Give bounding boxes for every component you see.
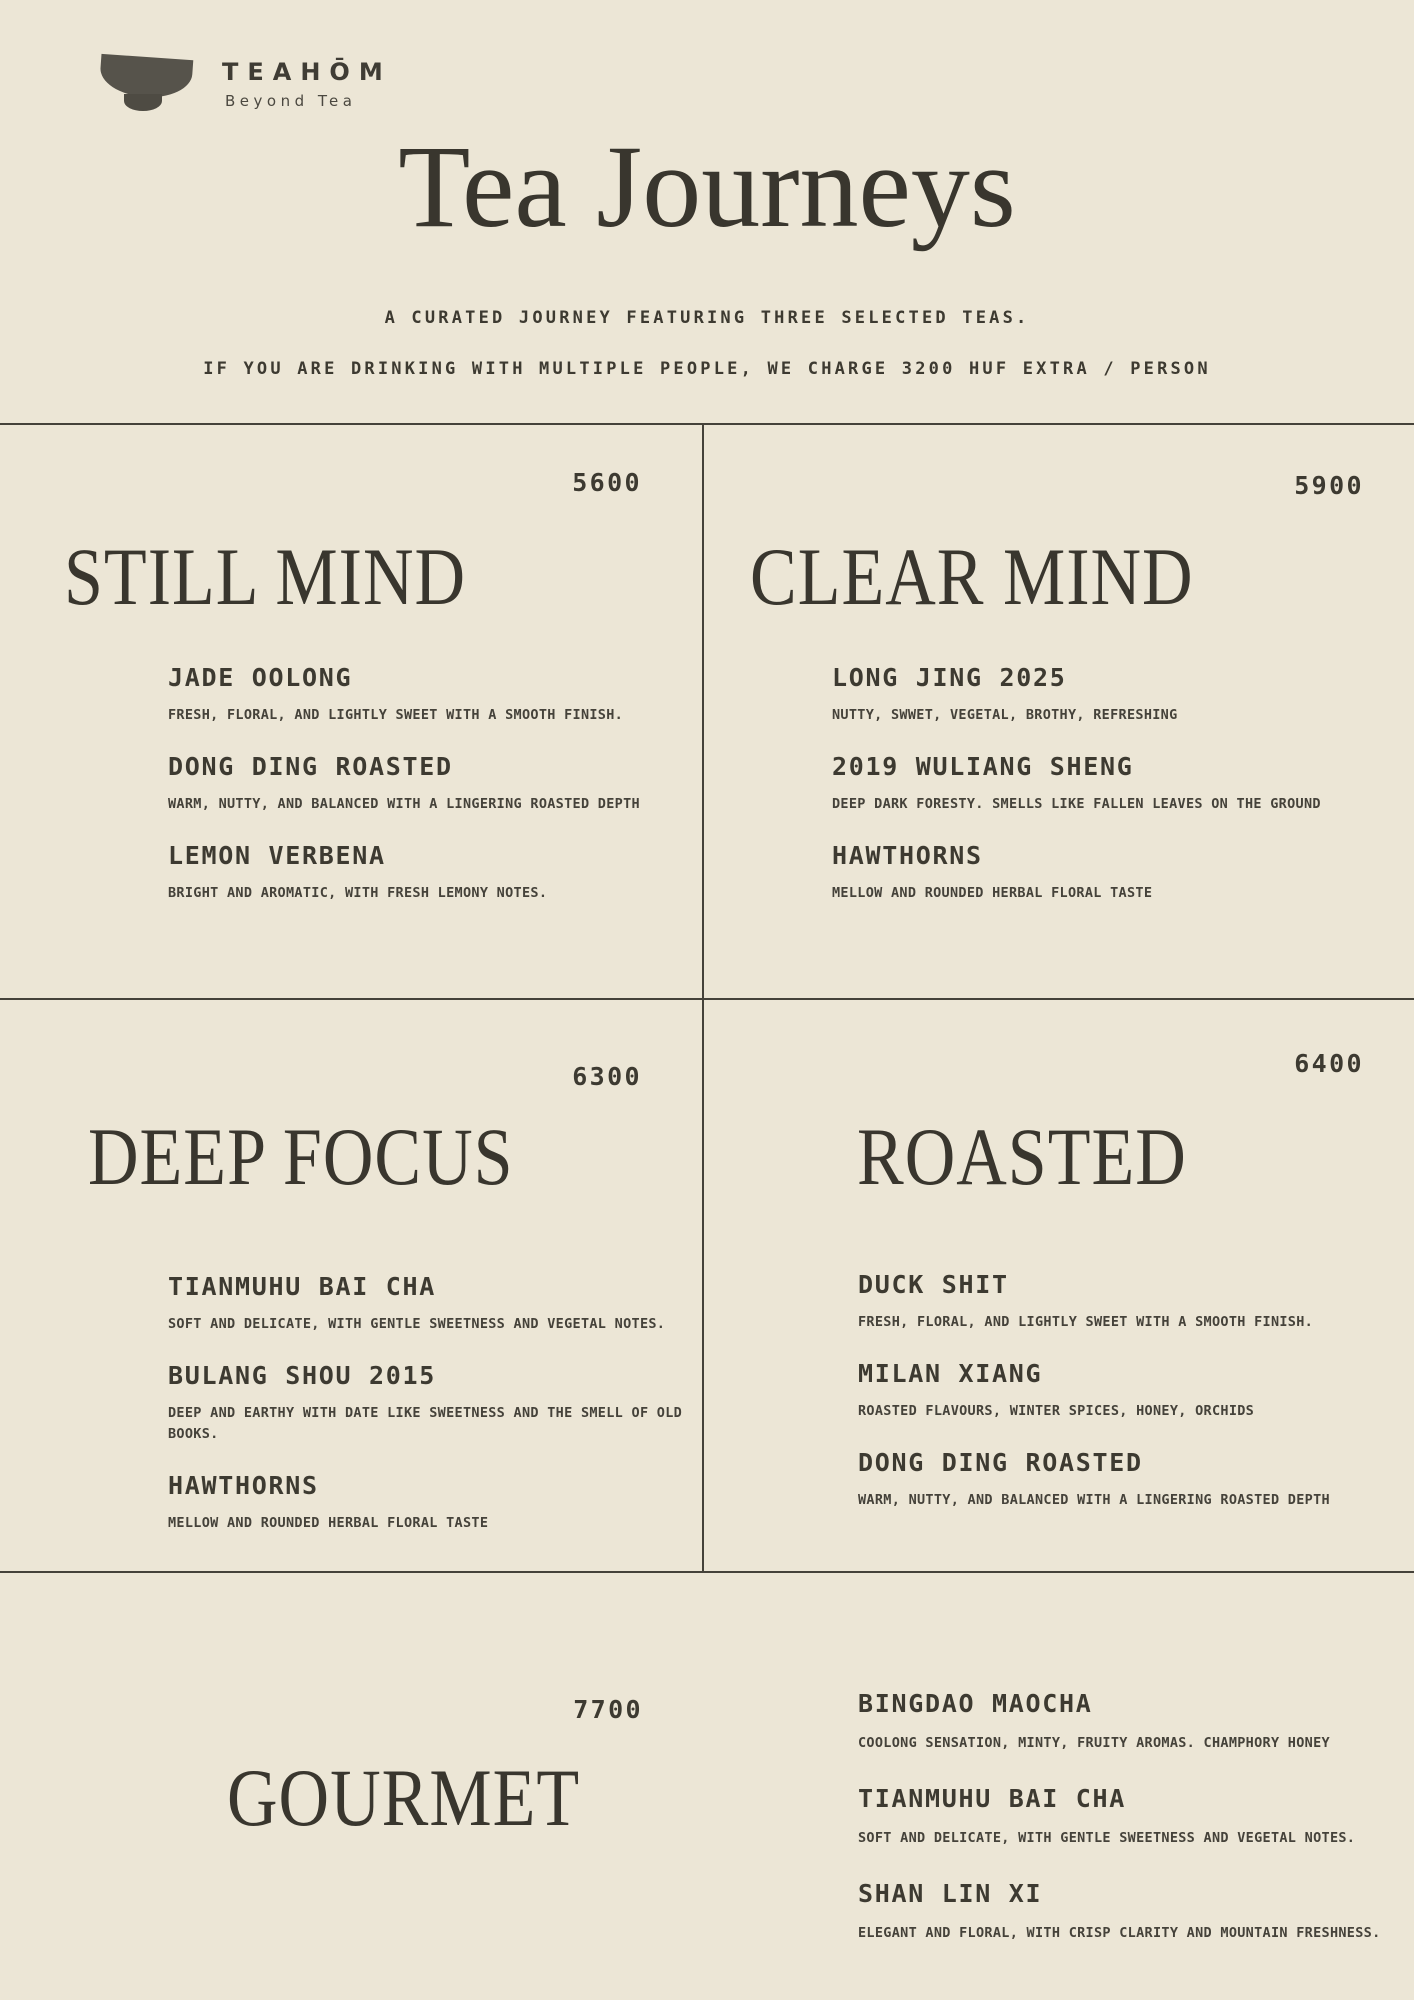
tea-name: DUCK SHIT	[858, 1270, 1009, 1299]
tea-desc: MELLOW AND ROUNDED HERBAL FLORAL TASTE	[832, 884, 1153, 901]
tea-desc: ELEGANT AND FLORAL, WITH CRISP CLARITY AND MOUNTAIN FRESHNESS.	[858, 1924, 1381, 1941]
section-title: DEEP FOCUS	[88, 1113, 514, 1203]
tea-item	[858, 1448, 1403, 1511]
section-still-mind	[0, 425, 702, 998]
section-price: 5900	[1294, 471, 1364, 500]
section-title: ROASTED	[857, 1113, 1187, 1203]
tea-desc: SOFT AND DELICATE, WITH GENTLE SWEETNESS AND VEGETAL NOTES.	[858, 1829, 1356, 1846]
tea-desc: MELLOW AND ROUNDED HERBAL FLORAL TASTE	[168, 1514, 489, 1531]
section-roasted	[704, 1000, 1414, 1571]
tea-item	[168, 1361, 698, 1445]
tea-name: 2019 WULIANG SHENG	[832, 751, 1134, 781]
tea-desc: WARM, NUTTY, AND BALANCED WITH A LINGERING ROASTED DEPTH	[168, 795, 640, 812]
tea-name: BULANG SHOU 2015	[168, 1360, 437, 1390]
page-title: Tea Journeys	[398, 121, 1016, 252]
tea-item	[832, 841, 1377, 904]
section-title: CLEAR MIND	[750, 533, 1194, 623]
tea-item	[168, 841, 698, 904]
tea-item	[858, 1359, 1403, 1422]
tea-name: LEMON VERBENA	[168, 840, 386, 870]
tea-item	[832, 663, 1377, 726]
tea-name: LONG JING 2025	[832, 663, 1067, 692]
tea-desc: BRIGHT AND AROMATIC, WITH FRESH LEMONY NOTES.	[168, 884, 548, 901]
tea-name: HAWTHORNS	[168, 1470, 319, 1500]
tea-name: DONG DING ROASTED	[858, 1447, 1143, 1477]
tea-name: BINGDAO MAOCHA	[858, 1689, 1093, 1718]
tea-name: JADE OOLONG	[168, 663, 353, 692]
tea-item	[832, 752, 1377, 815]
tea-name: TIANMUHU BAI CHA	[168, 1272, 437, 1301]
section-title: STILL MIND	[64, 533, 467, 623]
tea-list	[168, 1272, 698, 1534]
tea-name: SHAN LIN XI	[858, 1878, 1043, 1908]
tea-desc: FRESH, FLORAL, AND LIGHTLY SWEET WITH A SMOOTH FINISH.	[858, 1314, 1314, 1330]
tea-item	[858, 1689, 1403, 1754]
tea-desc: FRESH, FLORAL, AND LIGHTLY SWEET WITH A SMOOTH FINISH.	[168, 707, 624, 723]
tea-item	[858, 1270, 1403, 1333]
tea-desc: DEEP DARK FORESTY. SMELLS LIKE FALLEN LEAVES ON THE GROUND	[832, 795, 1321, 812]
section-price: 6400	[1294, 1049, 1364, 1078]
tea-item	[858, 1784, 1403, 1849]
tea-desc: SOFT AND DELICATE, WITH GENTLE SWEETNESS AND VEGETAL NOTES.	[168, 1316, 666, 1332]
tea-list	[858, 1270, 1403, 1511]
section-title: GOURMET	[227, 1754, 581, 1844]
subtitle-line-2: IF YOU ARE DRINKING WITH MULTIPLE PEOPLE, WE CHARGE 3200 HUF EXTRA / PERSON	[203, 359, 1211, 379]
tea-list	[858, 1689, 1403, 1944]
tea-item	[168, 663, 698, 726]
tea-name: DONG DING ROASTED	[168, 751, 453, 781]
section-price: 7700	[573, 1695, 643, 1724]
tea-list	[832, 663, 1377, 904]
tea-desc: ROASTED FLAVOURS, WINTER SPICES, HONEY, ORCHIDS	[858, 1402, 1255, 1419]
tea-name: TIANMUHU BAI CHA	[858, 1783, 1127, 1813]
section-price: 6300	[572, 1062, 642, 1091]
tea-bowl-icon	[100, 52, 200, 122]
tea-desc: COOLONG SENSATION, MINTY, FRUITY AROMAS. CHAMPHORY HONEY	[858, 1735, 1330, 1751]
tea-bowl-base	[124, 94, 162, 111]
section-price: 5600	[572, 468, 642, 497]
tea-desc: NUTTY, SWWET, VEGETAL, BROTHY, REFRESHING	[832, 707, 1178, 723]
tea-name: HAWTHORNS	[832, 840, 983, 870]
section-clear-mind	[704, 425, 1414, 998]
section-gourmet	[0, 1573, 1414, 2000]
tea-item	[168, 1272, 698, 1335]
tea-desc: DEEP AND EARTHY WITH DATE LIKE SWEETNESS AND THE SMELL OF OLD BOOKS.	[168, 1404, 683, 1442]
brand-tagline: Beyond Tea	[225, 92, 357, 110]
subtitle-line-1: A CURATED JOURNEY FEATURING THREE SELECTED TEAS.	[384, 308, 1030, 328]
section-deep-focus	[0, 1000, 702, 1571]
brand-name: TEAHŌM	[222, 58, 392, 86]
tea-item	[858, 1879, 1403, 1944]
tea-item	[168, 752, 698, 815]
tea-desc: WARM, NUTTY, AND BALANCED WITH A LINGERING ROASTED DEPTH	[858, 1491, 1330, 1508]
tea-name: MILAN XIANG	[858, 1358, 1043, 1388]
tea-item	[168, 1471, 698, 1534]
tea-list	[168, 663, 698, 904]
